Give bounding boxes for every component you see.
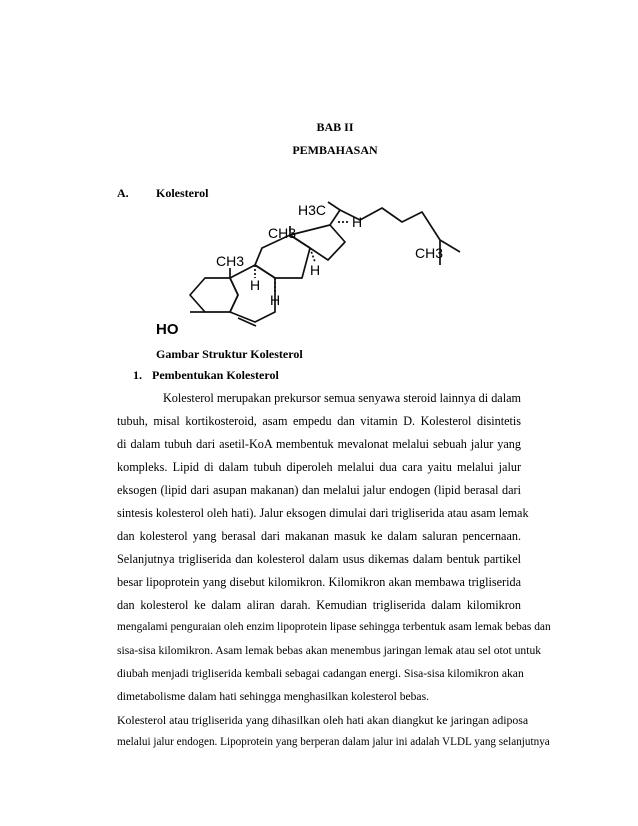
ring-c (255, 235, 310, 278)
label-ho: HO (156, 321, 179, 338)
paragraph-line: besar lipoprotein yang disebut kilomikron. Kilomikron akan membawa trigliserida (117, 575, 521, 589)
paragraph-line: melalui jalur endogen. Lipoprotein yang berperan dalam jalur ini adalah VLDL yang selanjutnya (117, 736, 550, 748)
section-letter: A. (117, 186, 129, 200)
label-h-d: H (352, 214, 363, 230)
section-title: Kolesterol (156, 186, 209, 200)
label-ch3-side: CH3 (415, 245, 444, 261)
paragraph-line: sintesis kolesterol oleh hati). Jalur eksogen dimulai dari trigliserida atau asam lemak (117, 506, 529, 520)
label-ch3-lower: CH3 (216, 253, 245, 269)
paragraph-line: dan kolesterol ke dalam aliran darah. Kemudian trigliserida dalam kilomikron (117, 598, 521, 612)
chapter-number: BAB II (316, 120, 354, 134)
label-h-a: H (250, 277, 261, 293)
subsection-title: Pembentukan Kolesterol (152, 368, 279, 382)
paragraph-line: Kolesterol merupakan prekursor semua senyawa steroid lainnya di dalam (163, 391, 521, 405)
chapter-title: PEMBAHASAN (292, 143, 378, 157)
paragraph-line: dan kolesterol yang berasal dari makanan masuk ke dalam saluran pencernaan. (117, 529, 521, 543)
label-ch3-upper: CH3 (268, 225, 297, 241)
label-h3c-top: H3C (298, 202, 327, 218)
figure-caption: Gambar Struktur Kolesterol (156, 347, 303, 361)
paragraph-line: sisa-sisa kilomikron. Asam lemak bebas akan menembus jaringan lemak atau sel otot untuk (117, 644, 542, 657)
label-h-c: H (310, 262, 321, 278)
paragraph-line: Selanjutnya trigliserida dan kolesterol dalam usus dikemas dalam bentuk partikel (117, 552, 521, 566)
paragraph-line: tubuh, misal kortikosteroid, asam empedu dan vitamin D. Kolesterol disintetis (117, 414, 521, 428)
paragraph-line: di dalam tubuh dari asetil-KoA membentuk mevalonat melalui sebuah jalur yang (117, 437, 521, 451)
paragraph-line: kompleks. Lipid di dalam tubuh diperoleh melalui dua cara yaitu melalui jalur (117, 460, 521, 474)
label-h-b: H (270, 292, 281, 308)
paragraph-line: eksogen (lipid dari asupan makanan) dan melalui jalur endogen (lipid berasal dari (117, 483, 521, 497)
paragraph-line: dimetabolisme dalam hati sehingga menghasilkan kolesterol bebas. (117, 690, 429, 703)
subsection-number: 1. (133, 368, 142, 382)
ring-d (290, 225, 345, 260)
paragraph-line: mengalami penguraian oleh enzim lipoprotein lipase sehingga terbentuk asam lemak bebas dan (117, 621, 551, 633)
ring-a (190, 278, 238, 312)
paragraph-line: diubah menjadi trigliserida kembali sebagai cadangan energi. Sisa-sisa kilomikron akan (117, 667, 524, 680)
cholesterol-structure-figure (150, 200, 490, 345)
paragraph-line: Kolesterol atau trigliserida yang dihasilkan oleh hati akan diangkut ke jaringan adiposa (117, 713, 529, 727)
